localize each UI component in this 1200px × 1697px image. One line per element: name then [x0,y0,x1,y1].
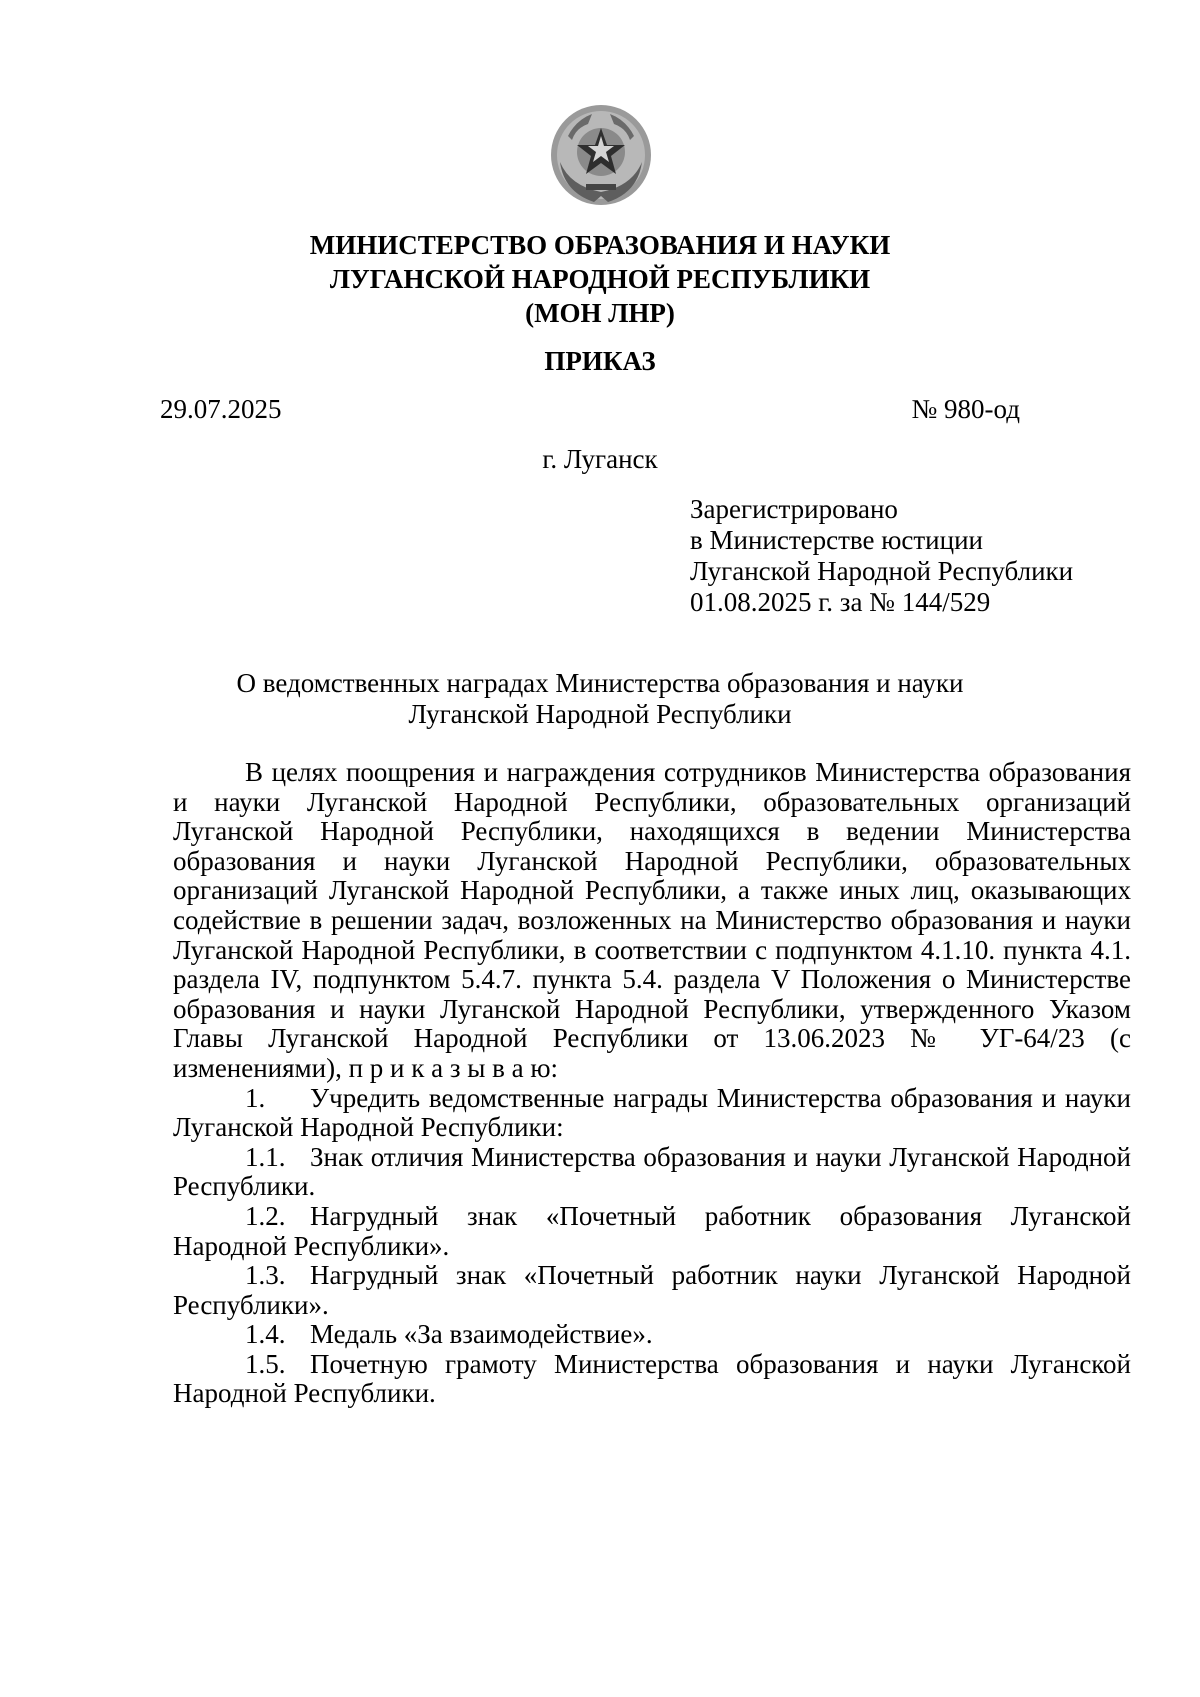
registration-line4: 01.08.2025 г. за № 144/529 [690,587,991,617]
registration-line1: Зарегистрировано [690,494,898,524]
list-item [173,1350,1131,1409]
order-body [173,758,1131,1409]
state-emblem-icon [546,100,656,210]
item-text: Учредить ведомственные награды Министерства образования и науки Луганской Народной Республики: [173,1082,1131,1143]
ministry-name-line2: ЛУГАНСКОЙ НАРОДНОЙ РЕСПУБЛИКИ [329,264,871,294]
subject-line1: О ведомственных наградах Министерства образования и науки [236,668,964,698]
list-item [173,1143,1131,1202]
order-number: № 980-од [911,394,1020,424]
list-item [173,1261,1131,1320]
ministry-name-line1: МИНИСТЕРСТВО ОБРАЗОВАНИЯ И НАУКИ [309,230,891,260]
item-number: 1. [245,1082,266,1113]
item-text: Нагрудный знак «Почетный работник науки Луганской Народной Республики». [173,1260,1131,1320]
registration-block [690,494,1073,618]
order-date: 29.07.2025 [160,394,282,424]
registration-line2: в Министерстве юстиции [690,525,983,555]
item-text: Почетную грамоту Министерства образования и науки Луганской Народной Республики. [173,1348,1131,1409]
item-text: Нагрудный знак «Почетный работник образования Луганской Народной Республики». [173,1200,1131,1261]
preamble-paragraph: В целях поощрения и награждения сотрудников Министерства образования и науки Луганской Народной Республики, образовательных организаций Луганской Народной Республики, находящихся в ведении Министерства образования и науки Луганской Народной Республики, образовательных организаций Луганской Народной Республики, а также иных лиц, оказывающих содействие в решении задач, возложенных на Министерство образования и науки Луганской Народной Республики, в соответствии с подпунктом 4.1.10. пункта 4.1. раздела IV, подпунктом 5.4.7. пункта 5.4. раздела V Положения о Министерстве образования и науки Луганской Народной Республики, утвержденного Указом Главы Луганской Народной Республики от 13.06.2023 № УГ-64/23 (с изменениями), п р и к а з ы в а ю: [173,757,1131,1083]
order-subject [0,668,1200,730]
item-text: Знак отличия Министерства образования и науки Луганской Народной Республики. [173,1141,1131,1202]
list-item [173,1202,1131,1261]
ministry-abbreviation: (МОН ЛНР) [525,298,675,328]
list-item [173,1084,1131,1143]
document-type-title [0,344,1200,378]
registration-line3: Луганской Народной Республики [690,556,1074,586]
order-city: г. Луганск [542,444,658,474]
ministry-heading [0,228,1200,330]
item-text: Медаль «За взаимодействие». [310,1319,653,1350]
item-number: 1.2. [245,1200,286,1231]
list-item [173,1320,1131,1350]
item-number: 1.4. [245,1319,286,1350]
item-number: 1.5. [245,1348,286,1379]
item-number: 1.1. [245,1141,286,1172]
item-number: 1.3. [245,1260,286,1291]
subject-line2: Луганской Народной Республики [408,699,792,729]
order-title: ПРИКАЗ [544,346,656,376]
